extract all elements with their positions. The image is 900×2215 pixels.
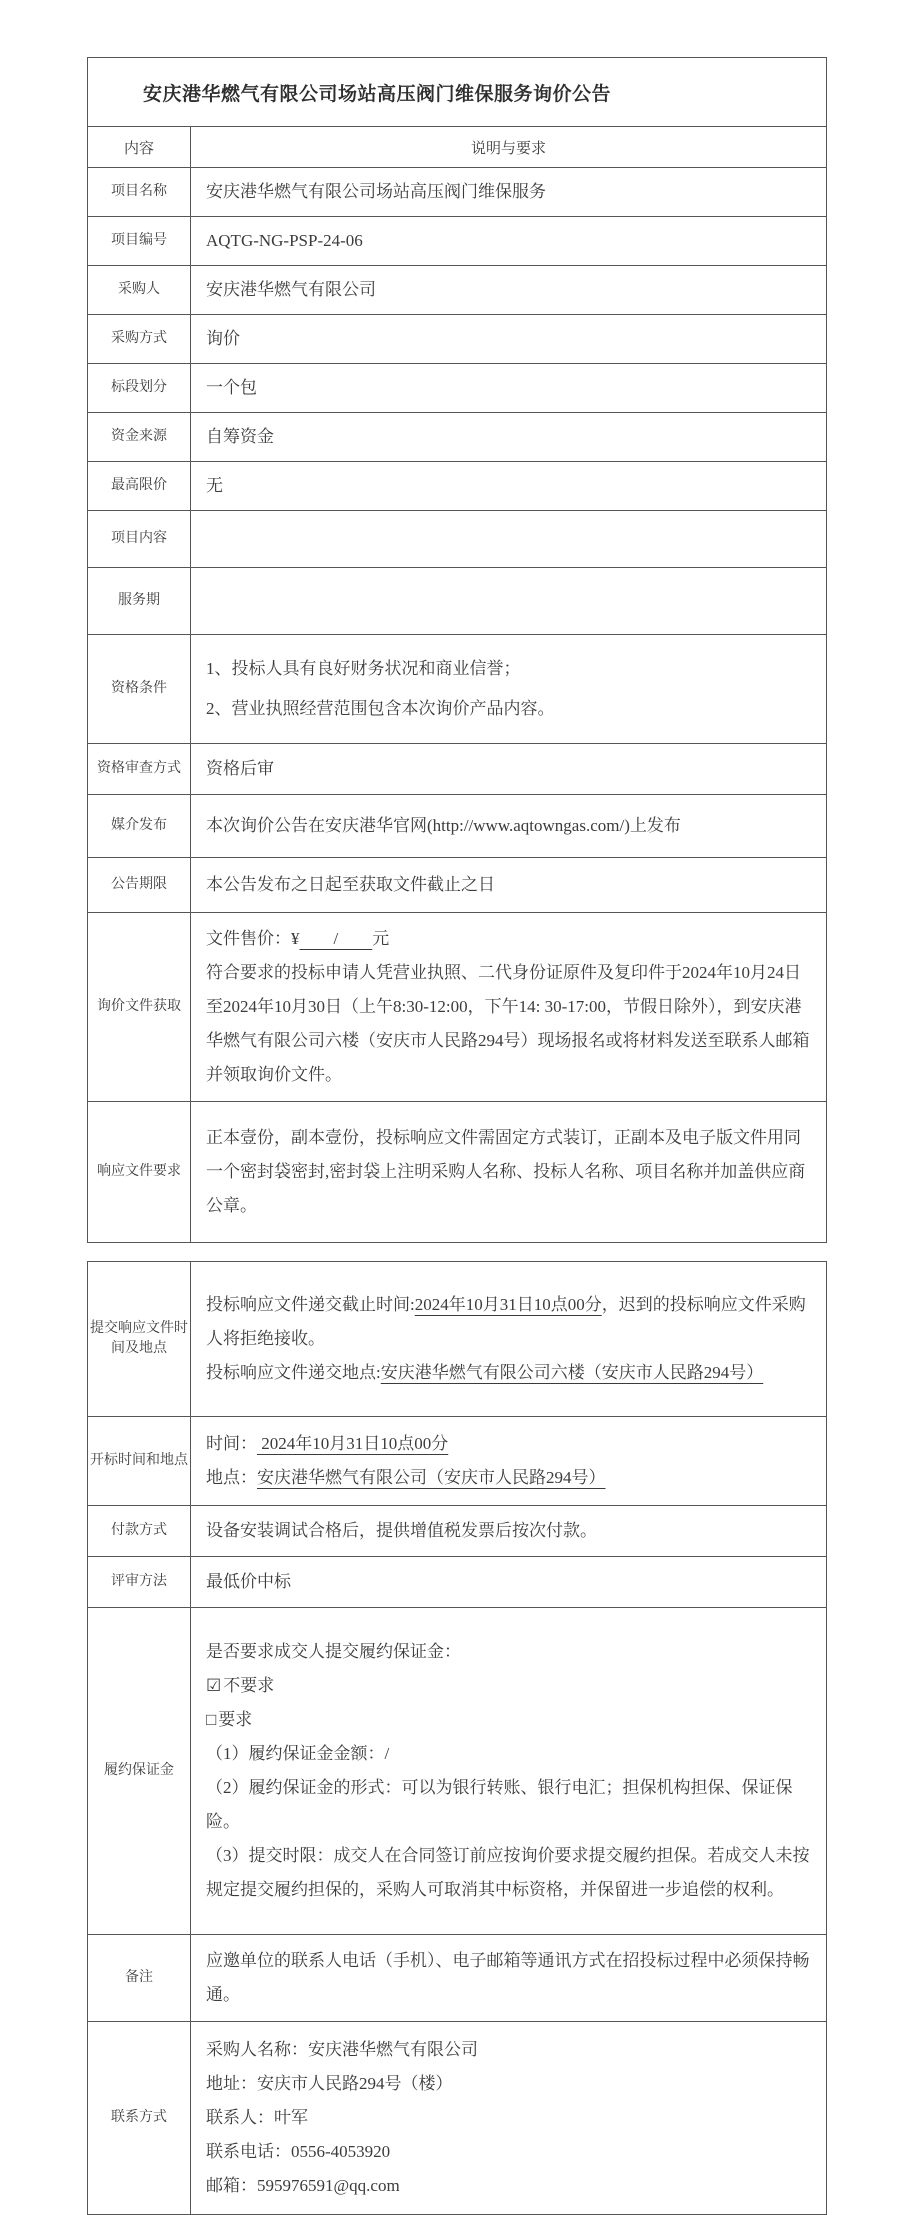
opening-time-prefix: 时间： — [206, 1434, 257, 1453]
doc-obtain-paragraph: 符合要求的投标申请人凭营业执照、二代身份证原件及复印件于2024年10月24日至2024年10月30日（上午8:30-12:00，下午14: 30-17:00，节假日除外），到安庆港华燃气有限公司六楼（安庆市人民路294号）现场报名或将材料发送至联系人邮箱并领取询价文件。 — [206, 963, 810, 1084]
bond-question: 是否要求成交人提交履约保证金： — [206, 1642, 461, 1661]
purchase-method-label: 采购方式 — [88, 315, 191, 364]
submission-value — [191, 1262, 827, 1417]
notice-period-value: 本公告发布之日起至获取文件截止之日 — [191, 858, 827, 913]
table-row-payment — [88, 1506, 827, 1557]
project-content-label: 项目内容 — [88, 511, 191, 568]
contact-purchaser-name: 采购人名称：安庆港华燃气有限公司 — [206, 2040, 478, 2059]
opening-value — [191, 1417, 827, 1506]
qualification-review-value: 资格后审 — [191, 744, 827, 795]
service-period-value — [191, 568, 827, 635]
qualification-item-2: 2、营业执照经营范围包含本次询价产品内容。 — [206, 699, 555, 718]
qualification-item-1: 1、投标人具有良好财务状况和商业信誉； — [206, 659, 521, 678]
doc-price-blank: / — [299, 929, 373, 948]
purchaser-value: 安庆港华燃气有限公司 — [191, 266, 827, 315]
submission-deadline-prefix: 投标响应文件递交截止时间: — [206, 1295, 415, 1314]
contact-person: 联系人：叶军 — [206, 2108, 308, 2127]
opening-place-line — [206, 1461, 816, 1495]
opening-label: 开标时间和地点 — [88, 1417, 191, 1506]
header-row — [88, 127, 827, 168]
contact-phone: 联系电话：0556-4053920 — [206, 2142, 391, 2161]
performance-bond-value — [191, 1608, 827, 1935]
service-period-label: 服务期 — [88, 568, 191, 635]
bond-item-2: （2）履约保证金的形式：可以为银行转账、银行电汇；担保机构担保、保证保险。 — [206, 1778, 793, 1831]
project-content-value — [191, 511, 827, 568]
evaluation-label: 评审方法 — [88, 1557, 191, 1608]
lot-division-value: 一个包 — [191, 364, 827, 413]
remark-paragraph: 应邀单位的联系人电话（手机）、电子邮箱等通讯方式在招投标过程中必须保持畅通。 — [206, 1951, 810, 2004]
qualification-review-label: 资格审查方式 — [88, 744, 191, 795]
qualification-label: 资格条件 — [88, 635, 191, 744]
doc-obtain-value — [191, 913, 827, 1102]
table-row-opening — [88, 1417, 827, 1506]
response-req-value — [191, 1102, 827, 1243]
bond-option-yes-label: 要求 — [218, 1710, 253, 1729]
inquiry-announcement-table — [87, 57, 827, 1243]
project-number-label: 项目编号 — [88, 217, 191, 266]
table-row-price-cap — [88, 462, 827, 511]
submission-place-value: 安庆港华燃气有限公司六楼（安庆市人民路294号） — [380, 1363, 764, 1382]
fund-source-label: 资金来源 — [88, 413, 191, 462]
opening-time-line — [206, 1427, 816, 1461]
project-number-value: AQTG-NG-PSP-24-06 — [191, 217, 827, 266]
opening-time-value: 2024年10月31日10点00分 — [257, 1434, 449, 1453]
table-row-notice-period — [88, 858, 827, 913]
announcement-document — [87, 57, 826, 2215]
table-row-fund-source — [88, 413, 827, 462]
table-gap — [87, 1243, 826, 1261]
contact-label: 联系方式 — [88, 2022, 191, 2215]
project-name-label: 项目名称 — [88, 168, 191, 217]
table-row-service-period — [88, 568, 827, 635]
table-row-contact — [88, 2022, 827, 2215]
price-cap-value: 无 — [191, 462, 827, 511]
page-title: 安庆港华燃气有限公司场站高压阀门维保服务询价公告 — [88, 58, 827, 127]
bond-item-1: （1）履约保证金金额：/ — [206, 1744, 390, 1763]
submission-place-line — [206, 1356, 816, 1390]
column-header-desc: 说明与要求 — [191, 127, 827, 168]
opening-place-prefix: 地点： — [206, 1468, 257, 1487]
response-req-paragraph: 正本壹份，副本壹份，投标响应文件需固定方式装订，正副本及电子版文件用同一个密封袋密封,密封袋上注明采购人名称、投标人名称、项目名称并加盖供应商公章。 — [206, 1128, 806, 1215]
table-row-purchaser — [88, 266, 827, 315]
performance-bond-label: 履约保证金 — [88, 1608, 191, 1935]
submission-place-prefix: 投标响应文件递交地点: — [206, 1363, 381, 1382]
opening-place-value: 安庆港华燃气有限公司（安庆市人民路294号） — [257, 1468, 606, 1487]
table-row-remark — [88, 1935, 827, 2022]
remark-label: 备注 — [88, 1935, 191, 2022]
submission-label: 提交响应文件时间及地点 — [88, 1262, 191, 1417]
table-row-doc-obtain — [88, 913, 827, 1102]
project-name-value: 安庆港华燃气有限公司场站高压阀门维保服务 — [191, 168, 827, 217]
notice-period-label: 公告期限 — [88, 858, 191, 913]
lot-division-label: 标段划分 — [88, 364, 191, 413]
response-req-label: 响应文件要求 — [88, 1102, 191, 1243]
table-row-evaluation — [88, 1557, 827, 1608]
bond-option-yes-line — [206, 1703, 816, 1737]
table-row-qualification-review — [88, 744, 827, 795]
bond-option-no-label: 不要求 — [223, 1676, 275, 1695]
doc-price-suffix: 元 — [372, 929, 390, 948]
table-row-project-content — [88, 511, 827, 568]
table-row-purchase-method — [88, 315, 827, 364]
payment-label: 付款方式 — [88, 1506, 191, 1557]
purchase-method-value: 询价 — [191, 315, 827, 364]
submission-info-table — [87, 1261, 827, 2215]
remark-value — [191, 1935, 827, 2022]
bond-option-no-line — [206, 1669, 816, 1703]
contact-email: 邮箱：595976591@qq.com — [206, 2176, 400, 2195]
media-label: 媒介发布 — [88, 795, 191, 858]
evaluation-value: 最低价中标 — [191, 1557, 827, 1608]
column-header-content: 内容 — [88, 127, 191, 168]
fund-source-value: 自筹资金 — [191, 413, 827, 462]
table-row-qualification — [88, 635, 827, 744]
table-row-response-req — [88, 1102, 827, 1243]
submission-deadline-value: 2024年10月31日10点00分 — [414, 1295, 602, 1314]
title-row — [88, 58, 827, 127]
qualification-value — [191, 635, 827, 744]
table-row-project-name — [88, 168, 827, 217]
table-row-performance-bond — [88, 1608, 827, 1935]
checkbox-unchecked-icon: □ — [206, 1710, 217, 1729]
table-row-submission — [88, 1262, 827, 1417]
doc-price-line — [206, 922, 816, 956]
table-row-media — [88, 795, 827, 858]
media-value: 本次询价公告在安庆港华官网(http://www.aqtowngas.com/)上发布 — [191, 795, 827, 858]
payment-value: 设备安装调试合格后，提供增值税发票后按次付款。 — [191, 1506, 827, 1557]
price-cap-label: 最高限价 — [88, 462, 191, 511]
submission-deadline-line — [206, 1288, 816, 1356]
purchaser-label: 采购人 — [88, 266, 191, 315]
submission-deadline-suffix: ，迟到的投标响应文件采购人将拒绝接收。 — [206, 1295, 806, 1348]
contact-value — [191, 2022, 827, 2215]
contact-address: 地址：安庆市人民路294号（楼） — [206, 2074, 453, 2093]
bond-item-3: （3）提交时限：成交人在合同签订前应按询价要求提交履约担保。若成交人未按规定提交履约担保的，采购人可取消其中标资格，并保留进一步追偿的权利。 — [206, 1846, 810, 1899]
doc-obtain-label: 询价文件获取 — [88, 913, 191, 1102]
checkbox-checked-icon: ☑ — [206, 1676, 222, 1695]
table-row-project-number — [88, 217, 827, 266]
table-row-lot-division — [88, 364, 827, 413]
doc-price-prefix: 文件售价：¥ — [206, 929, 300, 948]
